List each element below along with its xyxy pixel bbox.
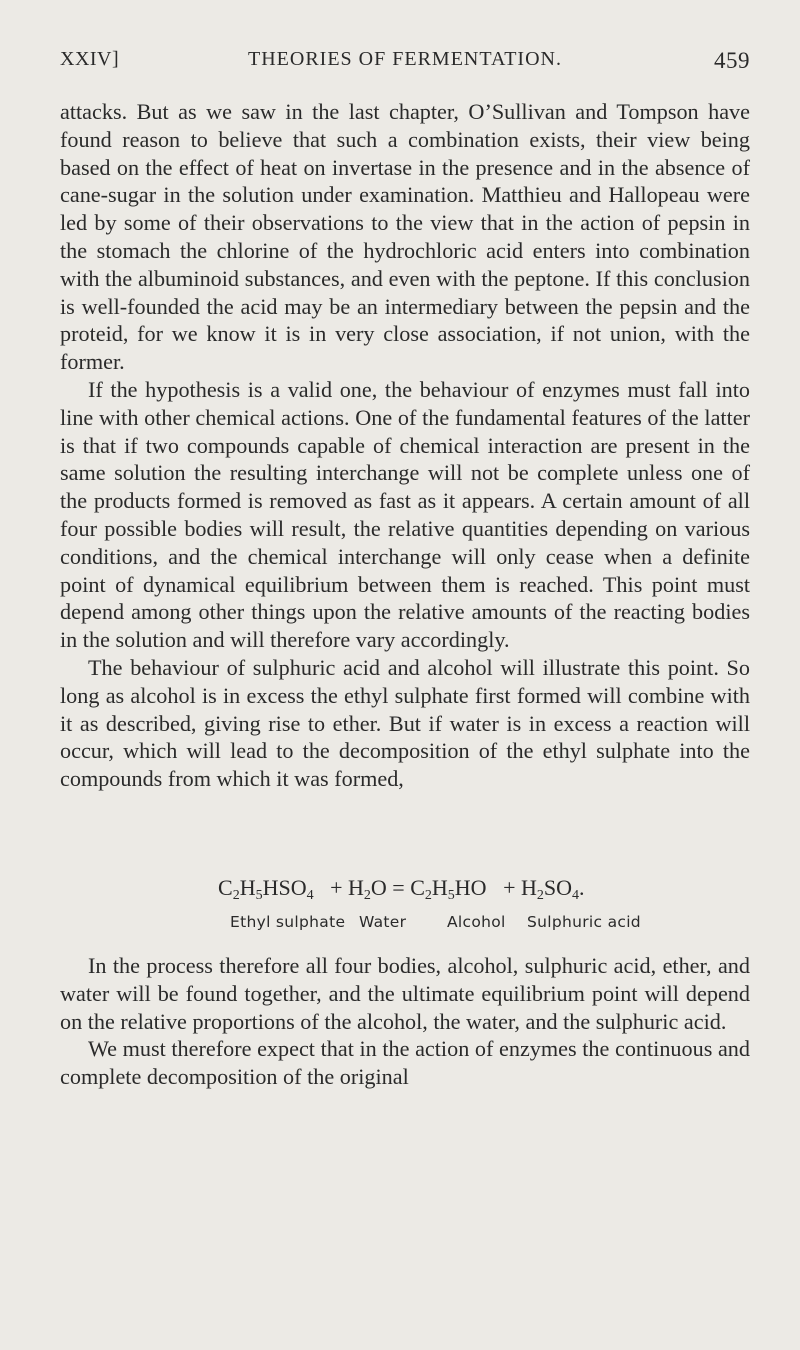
body-text-top [60,98,750,793]
term-ethyl-sulphate: $C_2H_5HSO_4$ [218,875,314,903]
equals-sign: = [392,875,405,900]
term-alcohol: $C_2H_5HO$ [410,875,487,903]
running-head [60,48,750,78]
label-ethyl-sulphate: Ethyl sulphate [230,913,346,931]
term-sulphuric-acid: $H_2SO_4$. [521,875,585,903]
plus-sign: + [503,875,516,900]
plus-sign: + [330,875,343,900]
label-water: Water [359,913,407,931]
chapter-number: XXIV] [60,48,120,70]
chemical-equation [0,875,800,945]
running-title: THEORIES OF FERMENTATION. [248,48,562,70]
paragraph-1: attacks. But as we saw in the last chapter, O’Sullivan and Tompson have found reason to believe that such a combination exists, their view being based on the effect of heat on invertase in the presence and in the absence of cane-sugar in the solution under examination. Matthieu and Hallopeau were led by some of their observations to the view that in the action of pepsin in the stomach the chlorine of the hydrochloric acid enters into combination with the albuminoid substances, and even with the peptone. If this conclusion is well-founded the acid may be an intermediary between the pepsin and the proteid, for we know it is in very close association, if not union, with the former. [60,99,750,375]
page-number: 459 [714,48,750,73]
label-alcohol: Alcohol [447,913,506,931]
term-water: $H_2O$ [348,875,387,903]
label-sulphuric-acid: Sulphuric acid [527,913,641,931]
body-text-bottom [60,952,750,1091]
paragraph-4: In the process therefore all four bodies, alcohol, sulphuric acid, ether, and water will be found together, and the ultimate equilibrium point will depend on the relative proportions of the alcohol, the water, and the sulphuric acid. [60,953,750,1034]
paragraph-5: We must therefore expect that in the action of enzymes the continuous and complete decomposition of the original [60,1036,750,1090]
paragraph-3: The behaviour of sulphuric acid and alcohol will illustrate this point. So long as alcohol is in excess the ethyl sulphate first formed will combine with it as described, giving rise to ether. But if water is in excess a reaction will occur, which will lead to the decomposition of the ethyl sulphate into the compounds from which it was formed, [60,654,750,792]
equation-formula [218,875,585,904]
paragraph-2: If the hypothesis is a valid one, the behaviour of enzymes must fall into line with other chemical actions. One of the fundamental features of the latter is that if two compounds capable of chemical interaction are present in the same solution the resulting interchange will not be complete unless one of the products formed is removed as fast as it appears. A certain amount of all four possible bodies will result, the relative quantities depending on various conditions, and the chemical interchange will only cease when a definite point of dynamical equilibrium between them is reached. This point must depend among other things upon the relative amounts of the reacting bodies in the solution and will therefore vary accordingly. [60,376,750,653]
